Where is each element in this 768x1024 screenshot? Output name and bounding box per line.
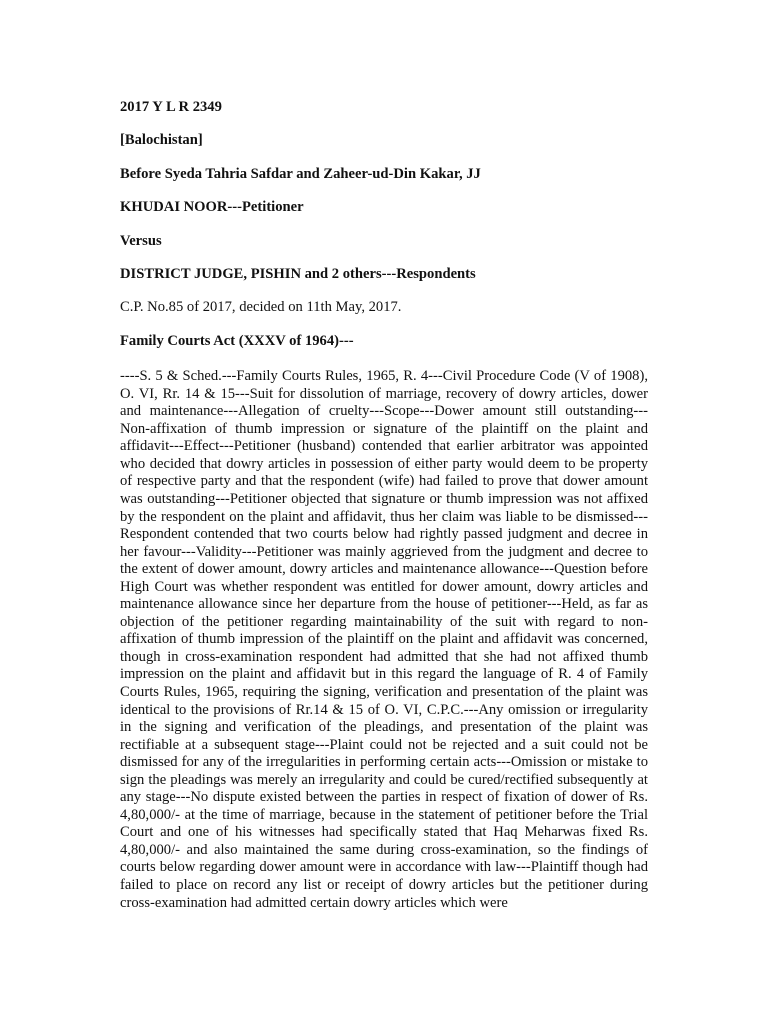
- judgment-page: [120, 98, 648, 912]
- headnote-paragraph: ----S. 5 & Sched.---Family Courts Rules, 1965, R. 4---Civil Procedure Code (V of 1908), O. VI, Rr. 14 & 15---Suit for dissolution of marriage, recovery of dowry articles, dower and maintenance---Allegation of cruelty---Scope---Dower amount still outstanding---Non-affixation of thumb impression or signature of the plaintiff on the plaint and affidavit---Effect---Petitioner (husband) contended that earlier arbitrator was appointed who decided that dowry articles in possession of either party would deem to be property of respective party and that the respondent (wife) had failed to prove that dower amount was outstanding---Petitioner objected that signature or thumb impression was not affixed by the respondent on the plaint and affidavit, thus her claim was liable to be dismissed---Respondent contended that two courts below had rightly passed judgment and decree in her favour---Validity---Petitioner was mainly aggrieved from the judgment and decree to the extent of dower amount, dowry articles and maintenance allowance---Question before High Court was whether respondent was entitled for dower amount, dowry articles and maintenance allowance since her departure from the house of petitioner---Held, as far as objection of the petitioner regarding maintainability of the suit with regard to non-affixation of thumb impression of the plaintiff on the plaint and affidavit was concerned, though in cross-examination respondent had admitted that she had not affixed thumb impression on the plaint and affidavit but in this regard the language of R. 4 of Family Courts Rules, 1965, requiring the signing, verification and presentation of the plaint was identical to the provisions of Rr.14 & 15 of O. VI, C.P.C.---Any omission or irregularity in the signing and verification of the pleadings, and presentation of the plaint was rectifiable at a subsequent stage---Plaint could not be rejected and a suit could not be dismissed for any of the irregularities in performing certain acts---Omission or mistake to sign the pleadings was merely an irregularity and could be cured/rectified subsequently at any stage---No dispute existed between the parties in respect of fixation of dower of Rs. 4,80,000/- at the time of marriage, because in the statement of petitioner before the Trial Court and one of his witnesses had specifically stated that Haq Meharwas fixed Rs. 4,80,000/- and also maintained the same during cross-examination, so the findings of courts below regarding dower amount were in accordance with law---Plaintiff though had failed to place on record any list or receipt of dowry articles but the petitioner during cross-examination had admitted certain dowry articles which were: [120, 368, 648, 911]
- act-heading: Family Courts Act (XXXV of 1964)---: [120, 332, 354, 349]
- citation: 2017 Y L R 2349: [120, 99, 222, 115]
- case-info: C.P. No.85 of 2017, decided on 11th May, 2017.: [120, 299, 402, 316]
- bench: Before Syeda Tahria Safdar and Zaheer-ud-Din Kakar, JJ: [120, 165, 481, 182]
- court-name: [Balochistan]: [120, 132, 203, 149]
- respondents: DISTRICT JUDGE, PISHIN and 2 others---Respondents: [120, 265, 476, 282]
- petitioner: KHUDAI NOOR---Petitioner: [120, 199, 304, 216]
- versus: Versus: [120, 232, 162, 249]
